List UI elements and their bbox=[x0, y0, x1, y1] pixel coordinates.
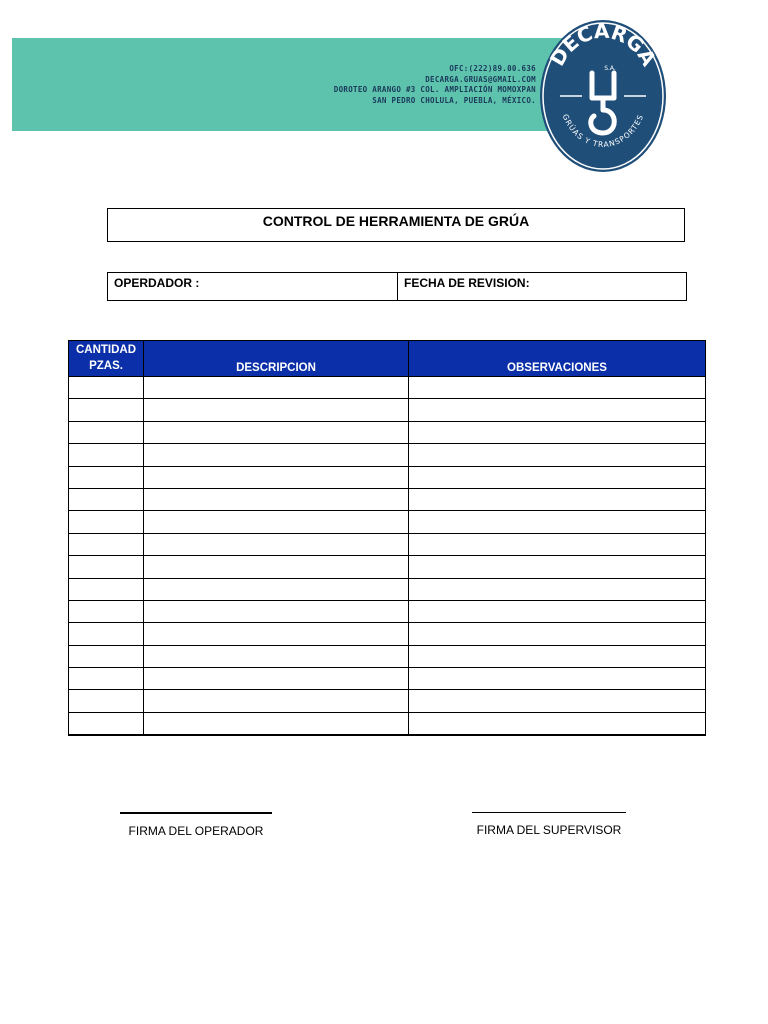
description-cell[interactable] bbox=[144, 421, 409, 443]
table-row bbox=[69, 488, 706, 510]
table-body bbox=[69, 377, 706, 735]
table-row bbox=[69, 533, 706, 555]
observations-cell[interactable] bbox=[409, 399, 706, 421]
table-header-row bbox=[69, 341, 706, 377]
description-cell[interactable] bbox=[144, 466, 409, 488]
quantity-cell[interactable] bbox=[69, 466, 144, 488]
contact-city: SAN PEDRO CHOLULA, PUEBLA, MÉXICO. bbox=[372, 95, 536, 105]
quantity-cell[interactable] bbox=[69, 533, 144, 555]
header-description: DESCRIPCION bbox=[144, 341, 409, 377]
operator-field[interactable] bbox=[108, 273, 398, 300]
table-row bbox=[69, 578, 706, 600]
table-row bbox=[69, 645, 706, 667]
description-cell[interactable] bbox=[144, 690, 409, 712]
table-row bbox=[69, 377, 706, 399]
quantity-cell[interactable] bbox=[69, 645, 144, 667]
quantity-cell[interactable] bbox=[69, 444, 144, 466]
quantity-cell[interactable] bbox=[69, 712, 144, 734]
quantity-cell[interactable] bbox=[69, 578, 144, 600]
observations-cell[interactable] bbox=[409, 645, 706, 667]
quantity-cell[interactable] bbox=[69, 556, 144, 578]
logo-suffix: S.A. bbox=[604, 65, 616, 72]
observations-cell[interactable] bbox=[409, 712, 706, 734]
description-cell[interactable] bbox=[144, 399, 409, 421]
description-cell[interactable] bbox=[144, 578, 409, 600]
quantity-cell[interactable] bbox=[69, 488, 144, 510]
observations-cell[interactable] bbox=[409, 556, 706, 578]
observations-cell[interactable] bbox=[409, 488, 706, 510]
table-row bbox=[69, 466, 706, 488]
description-cell[interactable] bbox=[144, 645, 409, 667]
quantity-cell[interactable] bbox=[69, 668, 144, 690]
observations-cell[interactable] bbox=[409, 690, 706, 712]
operator-signature bbox=[120, 812, 272, 838]
logo-brand-text: DECARGA bbox=[544, 18, 662, 71]
logo-tagline: GRÚAS Y TRANSPORTES bbox=[560, 112, 646, 150]
contact-email: DECARGA.GRUAS@GMAIL.COM bbox=[425, 74, 536, 84]
contact-info bbox=[334, 64, 536, 106]
decarga-logo bbox=[538, 18, 668, 174]
description-cell[interactable] bbox=[144, 444, 409, 466]
observations-cell[interactable] bbox=[409, 466, 706, 488]
observations-cell[interactable] bbox=[409, 444, 706, 466]
operator-label: OPERDADOR : bbox=[114, 276, 200, 290]
table-row bbox=[69, 511, 706, 533]
quantity-cell[interactable] bbox=[69, 623, 144, 645]
form-title: CONTROL DE HERRAMIENTA DE GRÚA bbox=[107, 208, 685, 242]
observations-cell[interactable] bbox=[409, 533, 706, 555]
description-cell[interactable] bbox=[144, 511, 409, 533]
observations-cell[interactable] bbox=[409, 421, 706, 443]
info-row bbox=[107, 272, 687, 301]
date-label: FECHA DE REVISION: bbox=[404, 276, 530, 290]
table-row bbox=[69, 668, 706, 690]
table-row bbox=[69, 600, 706, 622]
observations-cell[interactable] bbox=[409, 600, 706, 622]
quantity-cell[interactable] bbox=[69, 511, 144, 533]
description-cell[interactable] bbox=[144, 668, 409, 690]
table-row bbox=[69, 712, 706, 734]
contact-phone: OFC:(222)89.00.636 bbox=[449, 64, 536, 73]
description-cell[interactable] bbox=[144, 533, 409, 555]
description-cell[interactable] bbox=[144, 488, 409, 510]
observations-cell[interactable] bbox=[409, 578, 706, 600]
description-cell[interactable] bbox=[144, 623, 409, 645]
date-field[interactable] bbox=[398, 273, 686, 300]
description-cell[interactable] bbox=[144, 600, 409, 622]
observations-cell[interactable] bbox=[409, 668, 706, 690]
description-cell[interactable] bbox=[144, 712, 409, 734]
observations-cell[interactable] bbox=[409, 623, 706, 645]
table-row bbox=[69, 690, 706, 712]
supervisor-signature-label: FIRMA DEL SUPERVISOR bbox=[476, 823, 622, 837]
header-observations: OBSERVACIONES bbox=[409, 341, 706, 377]
table-row bbox=[69, 556, 706, 578]
description-cell[interactable] bbox=[144, 556, 409, 578]
contact-address: DOROTEO ARANGO #3 COL. AMPLIACIÓN MOMOXPAN bbox=[333, 85, 536, 94]
description-cell[interactable] bbox=[144, 377, 409, 399]
table-row bbox=[69, 444, 706, 466]
operator-signature-line[interactable] bbox=[120, 812, 272, 814]
observations-cell[interactable] bbox=[409, 511, 706, 533]
quantity-cell[interactable] bbox=[69, 399, 144, 421]
table-row bbox=[69, 623, 706, 645]
table-row bbox=[69, 399, 706, 421]
quantity-cell[interactable] bbox=[69, 600, 144, 622]
supervisor-signature-line[interactable] bbox=[472, 812, 626, 813]
quantity-cell[interactable] bbox=[69, 421, 144, 443]
header-quantity: CANTIDAD PZAS. bbox=[69, 341, 144, 377]
observations-cell[interactable] bbox=[409, 377, 706, 399]
supervisor-signature bbox=[472, 812, 626, 837]
operator-signature-label: FIRMA DEL OPERADOR bbox=[128, 824, 264, 838]
tools-table bbox=[68, 340, 706, 736]
quantity-cell[interactable] bbox=[69, 377, 144, 399]
quantity-cell[interactable] bbox=[69, 690, 144, 712]
table-row bbox=[69, 421, 706, 443]
